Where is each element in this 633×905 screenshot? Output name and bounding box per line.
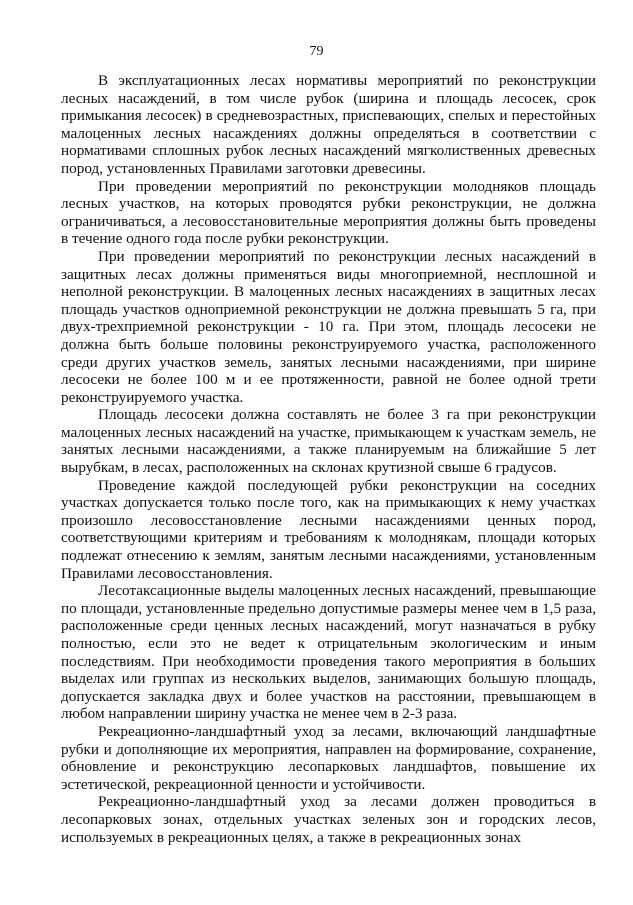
body-text <box>61 72 596 846</box>
page-number: 79 <box>309 44 324 59</box>
paragraph: При проведении мероприятий по реконструкции лесных насаждений в защитных лесах должны применяться виды многоприемной, несплошной и неполной реконструкции. В малоценных лесных насаждениях в защитных лесах площадь участков одноприемной реконструкции не должна превышать 5 га, при двух-трехприемной реконструкции - 10 га. При этом, площадь лесосеки не должна быть больше половины реконструируемого участка, расположенного среди других участков земель, занятых лесными насаждениями, при ширине лесосеки не более 100 м и ее протяженности, равной не более одной трети реконструируемого участка. <box>61 247 596 406</box>
paragraph: Лесотаксационные выделы малоценных лесных насаждений, превышающие по площади, установленные предельно допустимые размеры менее чем в 1,5 раза, расположенные среди ценных лесных насаждений, могут назначаться в рубку полностью, если это не ведет к отрицательным экологическим и иным последствиям. При необходимости проведения такого мероприятия в больших выделах или группах из нескольких выделов, занимающих большую площадь, допускается закладка двух и более участков на расстоянии, превышающем в любом направлении ширину участка не менее чем в 2-3 раза. <box>61 582 596 723</box>
paragraph: Рекреационно-ландшафтный уход за лесами, включающий ландшафтные рубки и дополняющие их мероприятия, направлен на формирование, сохранение, обновление и реконструкцию лесопарковых ландшафтов, повышение их эстетической, рекреационной ценности и устойчивости. <box>61 722 596 793</box>
paragraph: Рекреационно-ландшафтный уход за лесами должен проводиться в лесопарковых зонах, отдельных участках зеленых зон и городских лесов, используемых в рекреационных целях, а также в рекреационных зонах <box>61 793 596 846</box>
paragraph: Площадь лесосеки должна составлять не более 3 га при реконструкции малоценных лесных насаждений на участке, примыкающем к участкам земель, не занятых лесными насаждениями, а также планируемым на ближайшие 5 лет вырубкам, в лесах, расположенных на склонах крутизной свыше 6 градусов. <box>61 406 596 477</box>
paragraph: При проведении мероприятий по реконструкции молодняков площадь лесных участков, на которых проводятся рубки реконструкции, не должна ограничиваться, а лесовосстановительные мероприятия должны быть проведены в течение одного года после рубки реконструкции. <box>61 177 596 248</box>
paragraph: Проведение каждой последующей рубки реконструкции на соседних участках допускается только после того, как на примыкающих к нему участках произошло лесовосстановление лесными насаждениями ценных пород, соответствующими критериям и требованиям к молоднякам, площади которых подлежат отнесению к землям, занятым лесными насаждениями, установленным Правилами лесовосстановления. <box>61 476 596 582</box>
paragraph: В эксплуатационных лесах нормативы мероприятий по реконструкции лесных насаждений, в том числе рубок (ширина и площадь лесосек, срок примыкания лесосек) в средневозрастных, приспевающих, спелых и перестойных малоценных лесных насаждениях должны определяться в соответствии с нормативами сплошных рубок лесных насаждений мягколиственных древесных пород, установленных Правилами заготовки древесины. <box>61 72 596 177</box>
